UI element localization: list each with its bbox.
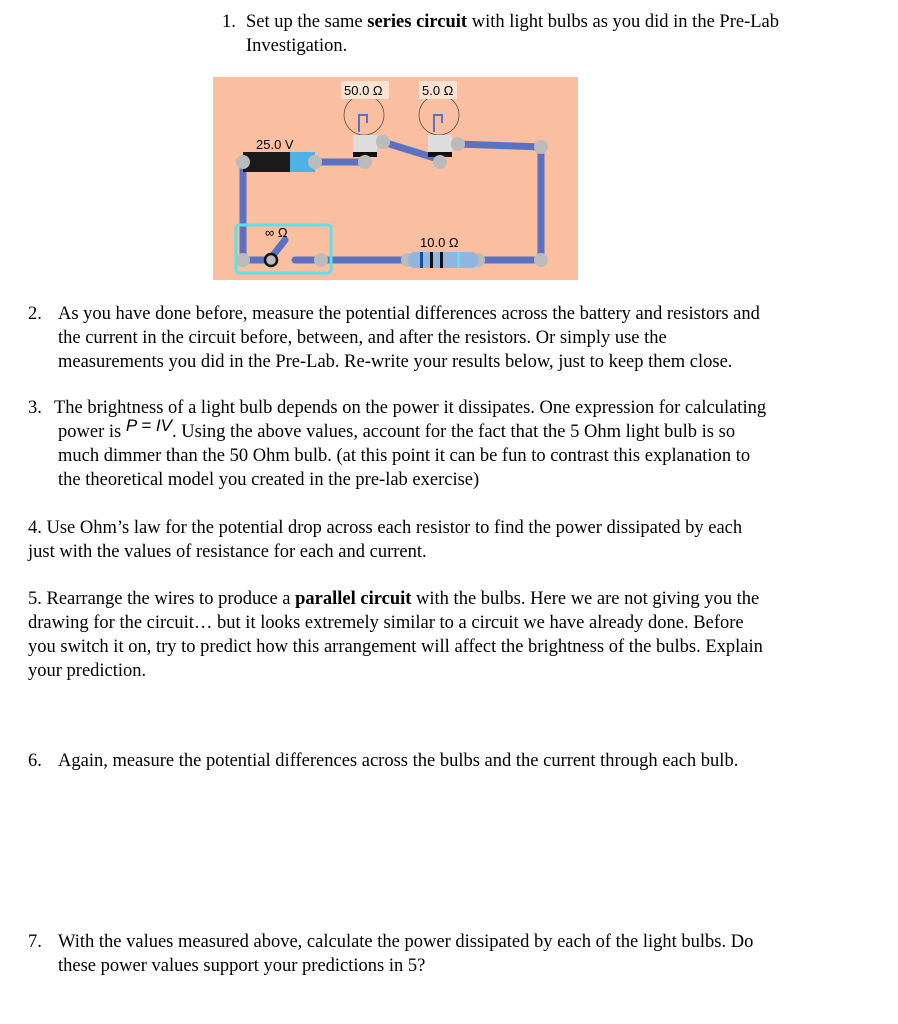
q7-text (58, 930, 753, 978)
q3-number: 3. (28, 398, 42, 418)
q3-line: The brightness of a light bulb depends on the power it dissipates. One expression for calculating (54, 398, 767, 418)
q3-line: the theoretical model you created in the pre-lab exercise) (58, 470, 480, 490)
q1-text (246, 10, 779, 58)
resistor-10-ohm (408, 252, 478, 268)
q1-number: 1. (222, 12, 236, 32)
q3-line2-pre: power is (58, 422, 126, 442)
q7-line: With the values measured above, calculate the power dissipated by each of the light bulbs. Do (58, 932, 754, 952)
q5-pre: 5. Rearrange the wires to produce a (28, 589, 296, 609)
q1-line2: Investigation. (246, 36, 348, 56)
q5-line: your prediction. (28, 661, 147, 681)
q1-post: with light bulbs as you did in the Pre-Lab (467, 12, 779, 32)
bulb-5-label: 5.0 Ω (422, 83, 454, 98)
q2-number: 2. (28, 304, 42, 324)
q2-line: As you have done before, measure the potential differences across the battery and resistors and (58, 304, 760, 324)
q6-number: 6. (28, 751, 42, 771)
q2-line: the current in the circuit before, between, and after the resistors. Or simply use the (58, 328, 667, 348)
q3-text (54, 396, 766, 492)
q6-text: Again, measure the potential differences across the bulbs and the current through each bulb. (58, 751, 739, 771)
bulb-50-label: 50.0 Ω (344, 83, 383, 98)
q4-line: 4. Use Ohm’s law for the potential drop across each resistor to find the power dissipated by each (28, 518, 743, 538)
battery (243, 152, 315, 172)
q3-line: much dimmer than the 50 Ohm bulb. (at this point it can be fun to contrast this explanation to (58, 446, 751, 466)
q5-line: you switch it on, try to predict how this arrangement will affect the brightness of the bulbs. Explain (28, 637, 763, 657)
q1-pre: Set up the same (246, 12, 368, 32)
switch-pivot (265, 254, 277, 266)
q4-text (28, 516, 742, 564)
q5-post: with the bulbs. Here we are not giving you the (411, 589, 760, 609)
q4-line: just with the values of resistance for each and current. (28, 542, 427, 562)
q3-line2-post: . Using the above values, account for the fact that the 5 Ohm light bulb is so (171, 422, 736, 442)
switch-label: ∞ Ω (265, 225, 288, 240)
q2-text (58, 302, 760, 374)
q5-line: drawing for the circuit… but it looks extremely similar to a circuit we have already done. Before (28, 613, 744, 633)
q7-line: these power values support your predictions in 5? (58, 956, 426, 976)
battery-label: 25.0 V (256, 137, 294, 152)
q7-number: 7. (28, 932, 42, 952)
circuit-simulation-image (213, 77, 578, 280)
q1-bold: series circuit (367, 12, 468, 32)
circuit-background (213, 77, 578, 280)
power-equation: P = IV (125, 416, 172, 435)
resistor-label: 10.0 Ω (420, 235, 459, 250)
q5-text (28, 587, 763, 683)
q5-bold: parallel circuit (295, 589, 412, 609)
q2-line: measurements you did in the Pre-Lab. Re-write your results below, just to keep them close. (58, 352, 733, 372)
